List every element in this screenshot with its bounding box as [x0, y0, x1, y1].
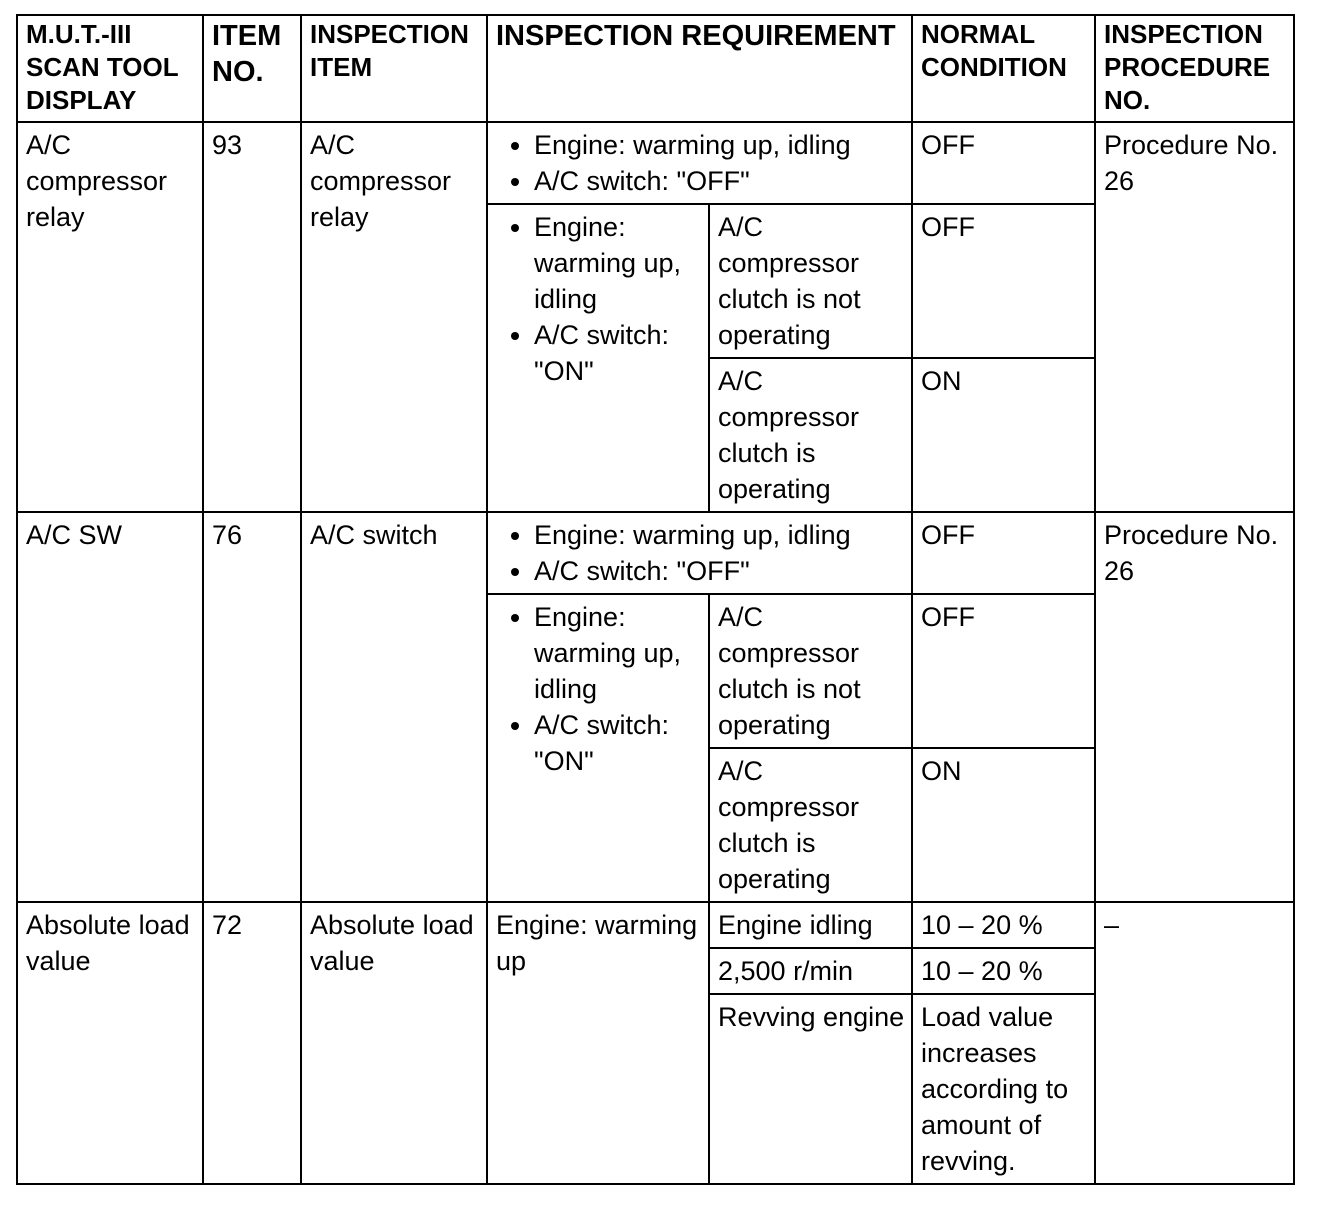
cell-normal: Load value increases according to amount of revving. [912, 994, 1095, 1184]
requirement-bullet: • A/C switch: "OFF" [534, 163, 905, 199]
cell-item: Absolute load value [301, 902, 487, 1184]
cell-normal: 10 – 20 % [912, 902, 1095, 948]
table-row [17, 512, 1294, 594]
cell-sub-condition: Revving engine [709, 994, 912, 1184]
cell-item-no: 93 [203, 122, 301, 512]
cell-sub-condition: A/C compressor clutch is not operating [709, 594, 912, 748]
cell-requirement [487, 122, 912, 204]
cell-procedure: Procedure No. 26 [1095, 512, 1294, 902]
cell-normal: OFF [912, 512, 1095, 594]
cell-requirement [487, 594, 709, 902]
cell-normal: ON [912, 358, 1095, 512]
cell-procedure: – [1095, 902, 1294, 1184]
requirement-bullet: • Engine: warming up, idling [534, 209, 702, 317]
requirement-bullet: • A/C switch: "ON" [534, 317, 702, 389]
cell-requirement: Engine: warming up [487, 902, 709, 1184]
table-row [17, 902, 1294, 948]
requirement-bullet: • Engine: warming up, idling [534, 517, 905, 553]
header-normal-condition: NORMAL CONDITION [912, 15, 1095, 122]
requirement-bullet: • Engine: warming up, idling [534, 599, 702, 707]
header-inspection-requirement: INSPECTION REQUIREMENT [487, 15, 912, 122]
requirement-bullet: • A/C switch: "OFF" [534, 553, 905, 589]
cell-normal: ON [912, 748, 1095, 902]
cell-item-no: 76 [203, 512, 301, 902]
header-display: M.U.T.-III SCAN TOOL DISPLAY [17, 15, 203, 122]
cell-sub-condition: A/C compressor clutch is operating [709, 748, 912, 902]
cell-sub-condition: A/C compressor clutch is not operating [709, 204, 912, 358]
cell-item: A/C compressor relay [301, 122, 487, 512]
cell-requirement [487, 512, 912, 594]
cell-display: Absolute load value [17, 902, 203, 1184]
cell-procedure: Procedure No. 26 [1095, 122, 1294, 512]
inspection-table [16, 14, 1295, 1185]
cell-sub-condition: Engine idling [709, 902, 912, 948]
requirement-bullet: • Engine: warming up, idling [534, 127, 905, 163]
cell-item-no: 72 [203, 902, 301, 1184]
cell-item: A/C switch [301, 512, 487, 902]
cell-normal: OFF [912, 594, 1095, 748]
table-row [17, 122, 1294, 204]
cell-sub-condition: 2,500 r/min [709, 948, 912, 994]
cell-normal: OFF [912, 204, 1095, 358]
header-inspection-item: INSPECTION ITEM [301, 15, 487, 122]
cell-requirement [487, 204, 709, 512]
cell-sub-condition: A/C compressor clutch is operating [709, 358, 912, 512]
header-procedure-no: INSPECTION PROCEDURE NO. [1095, 15, 1294, 122]
cell-normal: 10 – 20 % [912, 948, 1095, 994]
cell-normal: OFF [912, 122, 1095, 204]
header-item-no: ITEM NO. [203, 15, 301, 122]
requirement-bullet: • A/C switch: "ON" [534, 707, 702, 779]
cell-display: A/C compressor relay [17, 122, 203, 512]
header-row [17, 15, 1294, 122]
cell-display: A/C SW [17, 512, 203, 902]
